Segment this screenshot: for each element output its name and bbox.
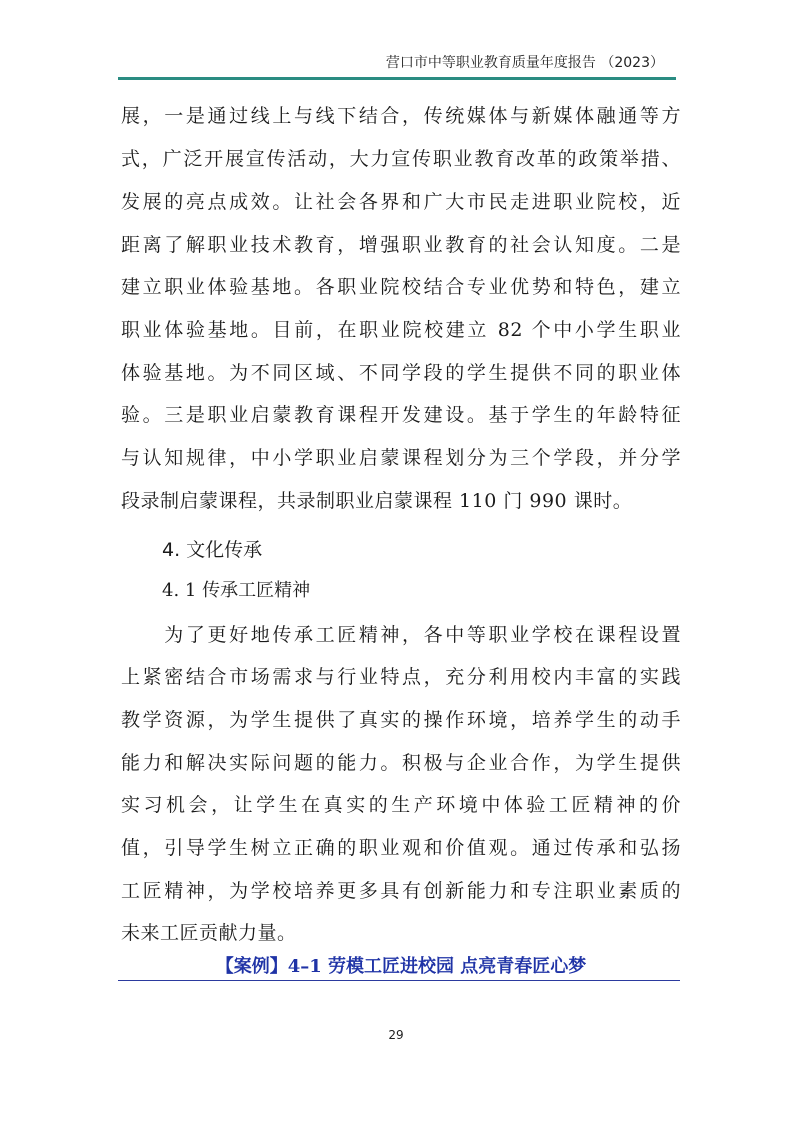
paragraph-line: 与认知规律，中小学职业启蒙课程划分为三个学段，并分学 [121, 447, 681, 469]
page-number: 29 [388, 1028, 404, 1042]
paragraph-line: 未来工匠贡献力量。 [121, 922, 297, 944]
paragraph-line: 教学资源，为学生提供了真实的操作环境，培养学生的动手 [121, 709, 681, 731]
paragraph-line: 体验基地。为不同区域、不同学段的学生提供不同的职业体 [121, 362, 681, 384]
paragraph-line: 上紧密结合市场需求与行业特点，充分利用校内丰富的实践 [121, 666, 681, 688]
paragraph-line: 实习机会，让学生在真实的生产环境中体验工匠精神的价 [121, 794, 681, 816]
paragraph-line: 职业体验基地。目前，在职业院校建立 82 个中小学生职业 [121, 319, 681, 341]
section-heading: 4. 文化传承 [162, 539, 263, 561]
paragraph-line: 为了更好地传承工匠精神，各中等职业学校在课程设置 [121, 624, 681, 646]
header-title: 营口市中等职业教育质量年度报告 （2023） [385, 55, 664, 71]
paragraph-line: 展，一是通过线上与线下结合，传统媒体与新媒体融通等方 [121, 105, 681, 127]
paragraph-line: 建立职业体验基地。各职业院校结合专业优势和特色，建立 [121, 276, 681, 298]
paragraph-line: 距离了解职业技术教育，增强职业教育的社会认知度。二是 [121, 234, 681, 256]
paragraph-line: 验。三是职业启蒙教育课程开发建设。基于学生的年龄特征 [121, 404, 681, 426]
paragraph-line: 发展的亮点成效。让社会各界和广大市民走进职业院校，近 [121, 191, 681, 213]
header-rule [118, 77, 676, 80]
paragraph-line: 式，广泛开展宣传活动，大力宣传职业教育改革的政策举措、 [121, 148, 681, 170]
paragraph-line: 段录制启蒙课程，共录制职业启蒙课程 110 门 990 课时。 [121, 490, 633, 512]
paragraph-line: 工匠精神，为学校培养更多具有创新能力和专注职业素质的 [121, 880, 681, 902]
subsection-heading: 4. 1 传承工匠精神 [162, 580, 311, 601]
paragraph-line: 值，引导学生树立正确的职业观和价值观。通过传承和弘扬 [121, 837, 681, 859]
paragraph-line: 能力和解决实际问题的能力。积极与企业合作，为学生提供 [121, 752, 681, 774]
case-title: 【案例】4–1 劳模工匠进校园 点亮青春匠心梦 [215, 956, 587, 977]
case-title-underline [118, 980, 680, 981]
